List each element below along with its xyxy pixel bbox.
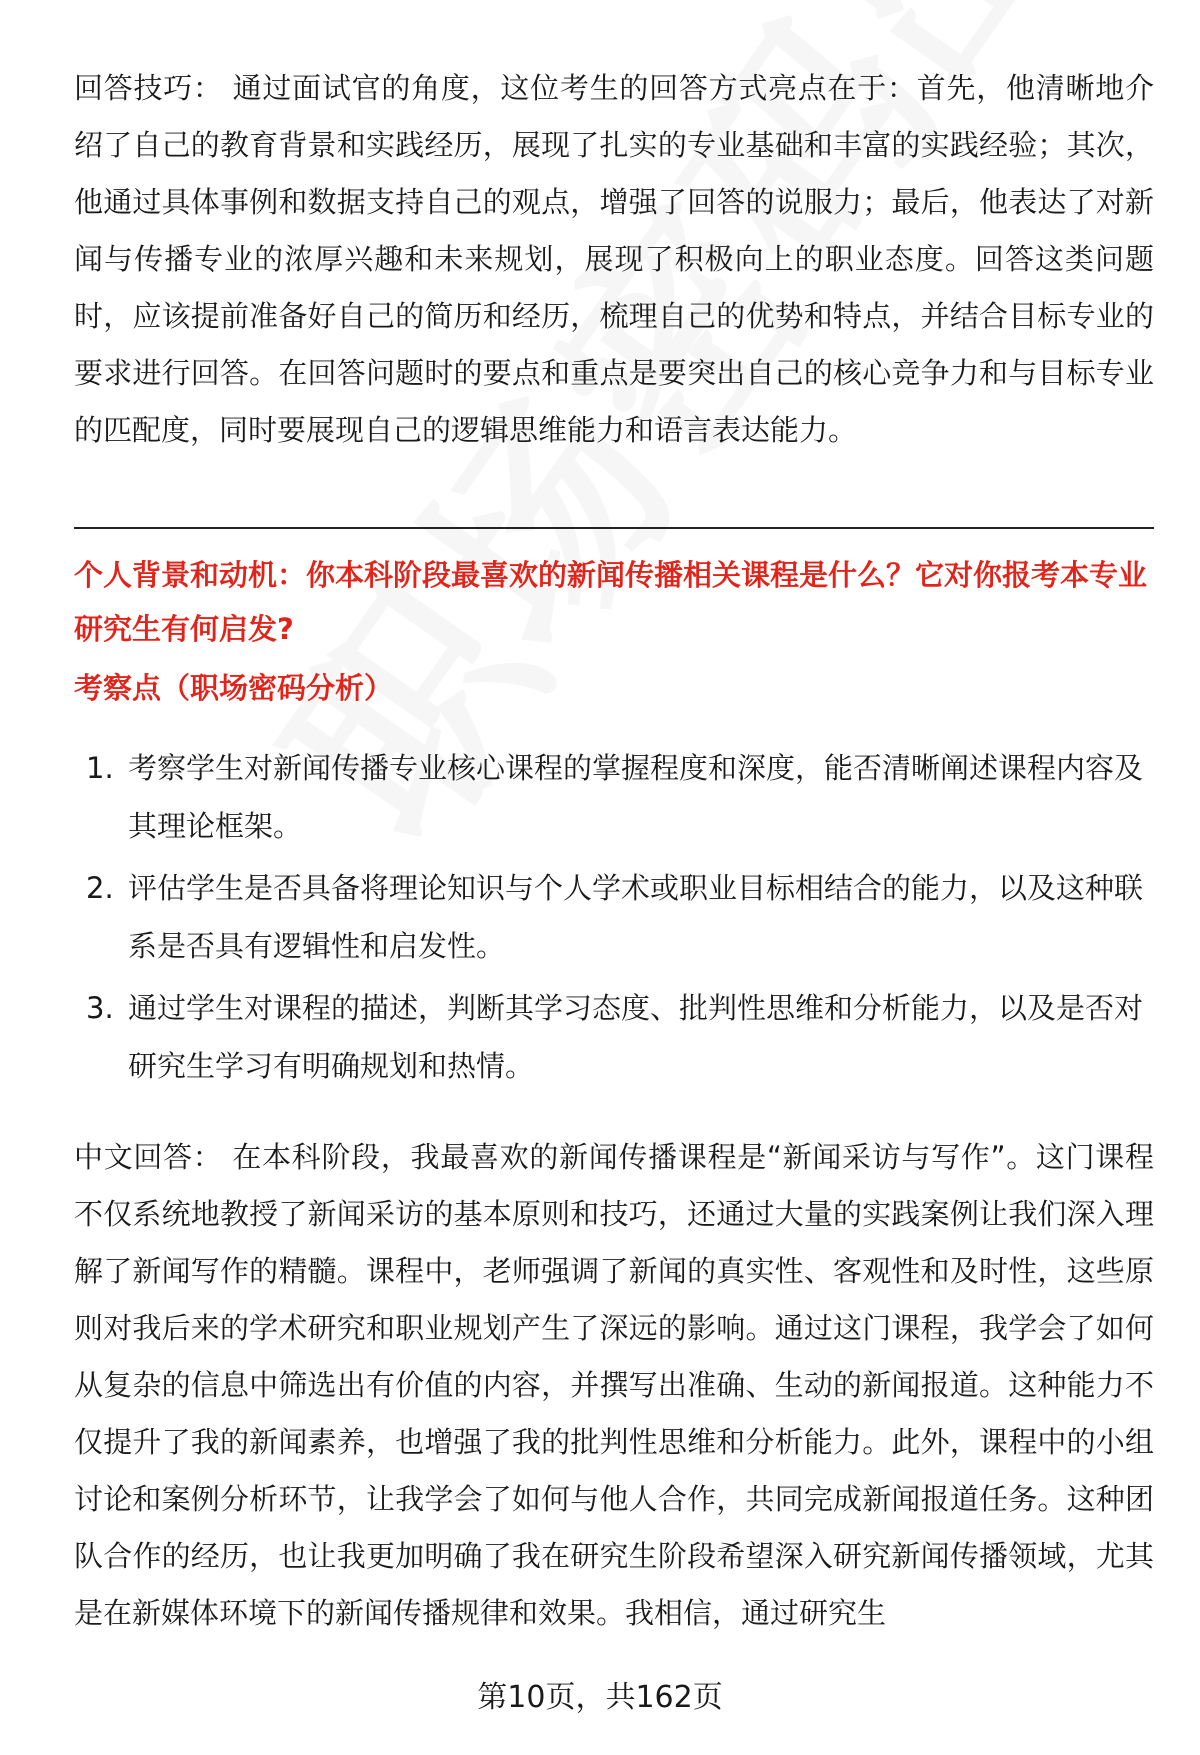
page-footer: 第10页，共162页 — [477, 1680, 723, 1715]
list-number: 1. — [86, 751, 114, 785]
section-divider — [74, 527, 1154, 529]
list-item-text: 通过学生对课程的描述，判断其学习态度、批判性思维和分析能力，以及是否对研究生学习有明确规划和热情。 — [128, 991, 1144, 1083]
question-title: 个人背景和动机：你本科阶段最喜欢的新闻传播相关课程是什么？它对你报考本专业研究生有何启发? — [74, 558, 1148, 646]
list-number: 2. — [86, 871, 114, 905]
list-item-text: 评估学生是否具备将理论知识与个人学术或职业目标相结合的能力，以及这种联系是否具有逻辑性和启发性。 — [128, 871, 1144, 963]
list-item-text: 考察学生对新闻传播专业核心课程的掌握程度和深度，能否清晰阐述课程内容及其理论框架。 — [128, 751, 1144, 843]
list-item — [74, 739, 1154, 855]
list-item — [74, 859, 1154, 975]
list-number: 3. — [86, 991, 114, 1025]
points-heading: 考察点（职场密码分析） — [74, 671, 394, 705]
points-list — [74, 739, 1154, 1099]
answer-tips-paragraph: 回答技巧： 通过面试官的角度，这位考生的回答方式亮点在于：首先，他清晰地介绍了自己的教育背景和实践经历，展现了扎实的专业基础和丰富的实践经验；其次，他通过具体事例和数据支持自己的观点，增强了回答的说服力；最后，他表达了对新闻与传播专业的浓厚兴趣和未来规划，展现了积极向上的职业态度。回答这类问题时，应该提前准备好自己的简历和经历，梳理自己的优势和特点，并结合目标专业的要求进行回答。在回答问题时的要点和重点是要突出自己的核心竞争力和与目标专业的匹配度，同时要展现自己的逻辑思维能力和语言表达能力。 — [74, 71, 1154, 447]
chinese-answer-paragraph: 中文回答： 在本科阶段，我最喜欢的新闻传播课程是“新闻采访与写作”。这门课程不仅系统地教授了新闻采访的基本原则和技巧，还通过大量的实践案例让我们深入理解了新闻写作的精髓。课程中，老师强调了新闻的真实性、客观性和及时性，这些原则对我后来的学术研究和职业规划产生了深远的影响。通过这门课程，我学会了如何从复杂的信息中筛选出有价值的内容，并撰写出准确、生动的新闻报道。这种能力不仅提升了我的新闻素养，也增强了我的批判性思维和分析能力。此外，课程中的小组讨论和案例分析环节，让我学会了如何与他人合作，共同完成新闻报道任务。这种团队合作的经历，也让我更加明确了我在研究生阶段希望深入研究新闻传播领域，尤其是在新媒体环境下的新闻传播规律和效果。我相信，通过研究生 — [74, 1140, 1154, 1630]
list-item — [74, 979, 1154, 1095]
